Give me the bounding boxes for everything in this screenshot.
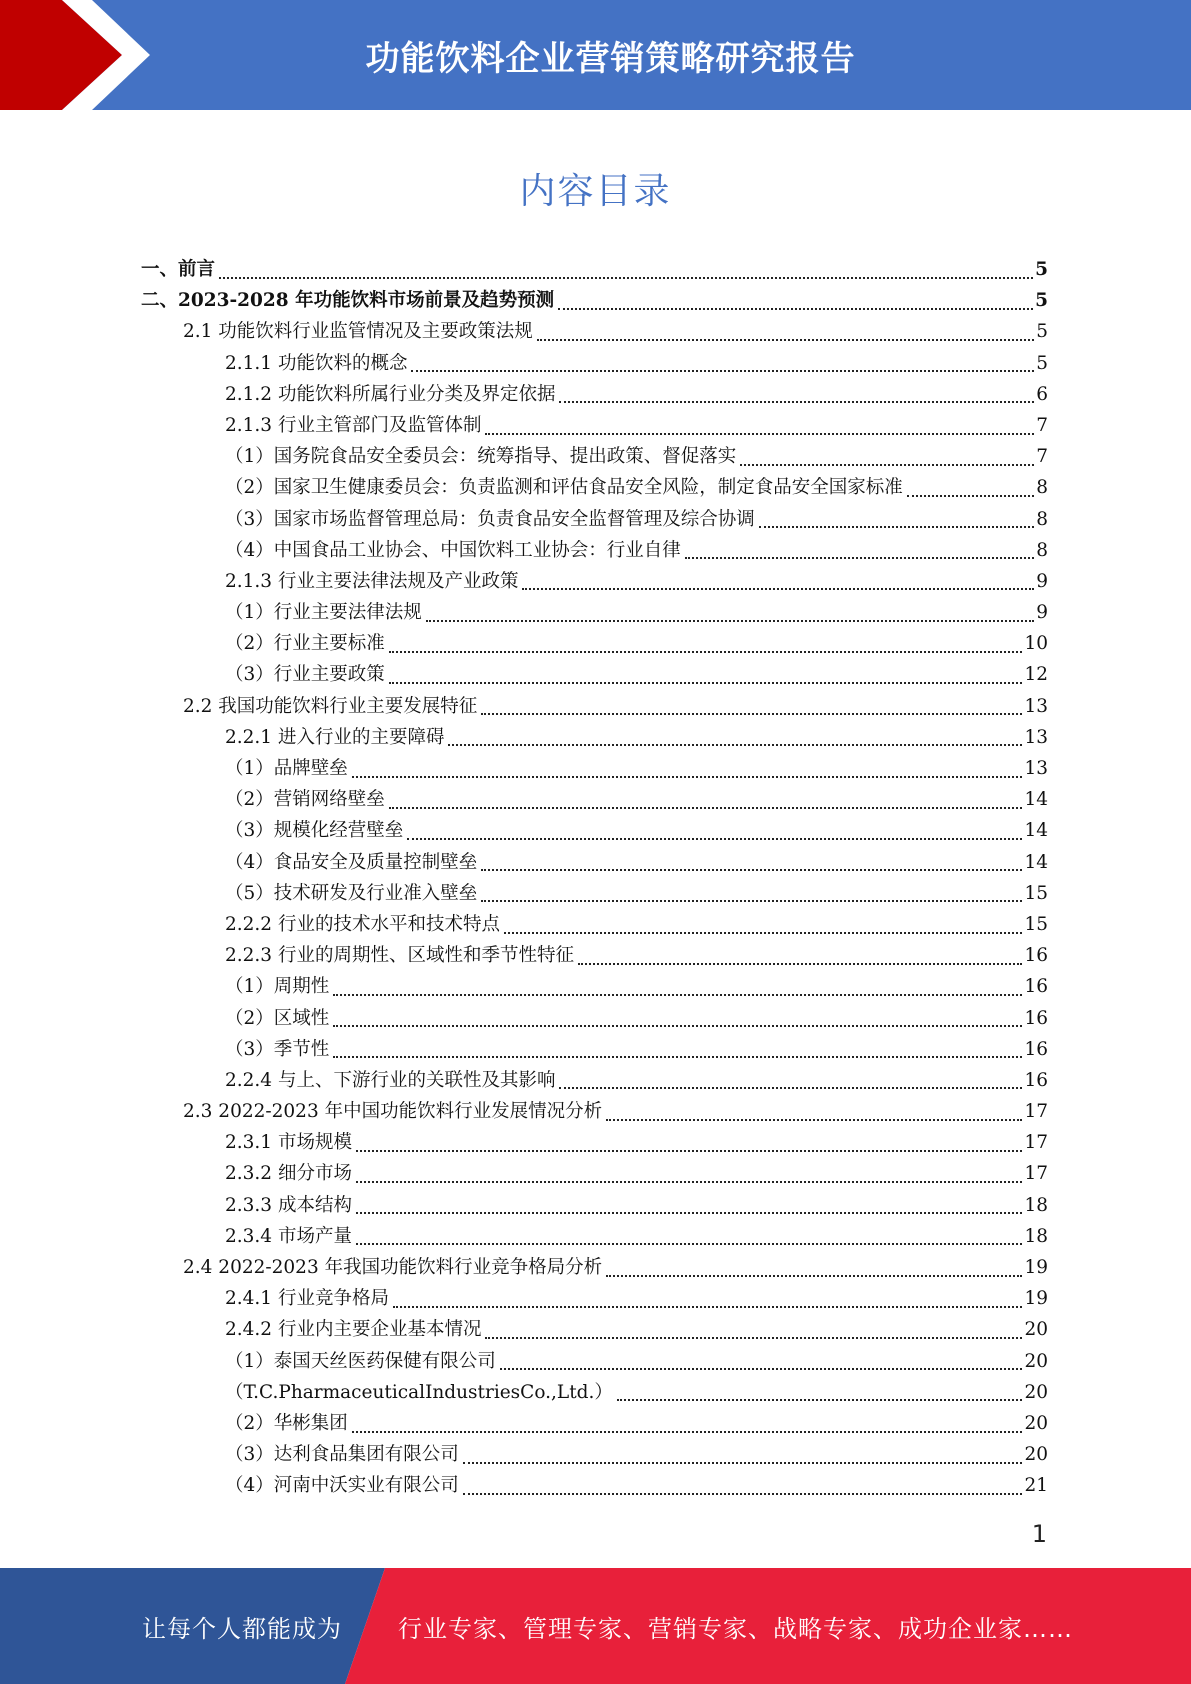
toc-entry[interactable] (141, 1096, 1048, 1127)
toc-entry[interactable] (141, 815, 1048, 846)
toc-entry-label: 2.3.2 细分市场 (225, 1163, 352, 1185)
toc-entry-page: 17 (1024, 1101, 1048, 1123)
toc-entry[interactable] (141, 659, 1048, 690)
toc-entry-label: （4）中国食品工业协会、中国饮料工业协会：行业自律 (225, 539, 681, 561)
toc-entry[interactable] (141, 971, 1048, 1002)
toc-entry-label: （1）品牌壁垒 (225, 758, 348, 779)
toc-leader-dots (352, 776, 1023, 778)
toc-leader-dots (907, 495, 1034, 497)
footer-slogan-left: 让每个人都能成为 (142, 1614, 342, 1643)
toc-entry[interactable] (141, 1314, 1048, 1345)
toc-entry-page: 20 (1024, 1381, 1048, 1403)
toc-entry-page: 17 (1024, 1132, 1048, 1154)
header-banner (0, 0, 1191, 110)
toc-entry-label: （4）河南中沃实业有限公司 (225, 1475, 459, 1497)
toc-leader-dots (333, 1025, 1022, 1027)
toc-entry-label: 2.4 2022-2023 年我国功能饮料行业竞争格局分析 (183, 1257, 603, 1278)
toc-entry-page: 16 (1024, 1038, 1048, 1060)
toc-entry[interactable] (141, 628, 1048, 659)
toc-leader-dots (617, 1399, 1023, 1401)
toc-leader-dots (485, 433, 1034, 435)
toc-entry-label: （2）华彬集团 (225, 1412, 348, 1434)
toc-entry[interactable] (141, 285, 1048, 316)
toc-leader-dots (481, 869, 1022, 871)
toc-entry-label: （3）达利食品集团有限公司 (225, 1444, 459, 1466)
toc-leader-dots (485, 1337, 1022, 1339)
toc-entry[interactable] (141, 472, 1048, 503)
toc-entry-page: 5 (1036, 352, 1048, 374)
toc-entry[interactable] (141, 1221, 1048, 1252)
toc-leader-dots (537, 339, 1034, 341)
toc-leader-dots (463, 1462, 1023, 1464)
toc-entry-page: 17 (1024, 1163, 1048, 1185)
toc-entry-label: （2）行业主要标准 (225, 633, 385, 655)
toc-leader-dots (606, 1119, 1022, 1121)
toc-entry-page: 20 (1024, 1319, 1048, 1341)
toc-entry-label: 2.1.3 行业主要法律法规及产业政策 (225, 570, 519, 592)
toc-entry[interactable] (141, 940, 1048, 971)
toc-leader-dots (500, 1368, 1023, 1370)
toc-entry-label: （5）技术研发及行业准入壁垒 (225, 882, 478, 904)
toc-entry-page: 5 (1036, 321, 1048, 343)
toc-entry[interactable] (141, 784, 1048, 815)
toc-entry-page: 7 (1036, 446, 1048, 468)
toc-entry[interactable] (141, 597, 1048, 628)
page-number: 1 (1031, 1520, 1047, 1548)
toc-entry[interactable] (141, 909, 1048, 940)
toc-entry-label: 2.4.1 行业竞争格局 (225, 1288, 389, 1310)
toc-entry[interactable] (141, 1346, 1048, 1377)
toc-entry-label: 2.3 2022-2023 年中国功能饮料行业发展情况分析 (183, 1101, 603, 1123)
toc-entry-page: 8 (1036, 539, 1048, 561)
toc-entry-label: 2.1.2 功能饮料所属行业分类及界定依据 (225, 383, 556, 405)
toc-entry-label: 2.2.2 行业的技术水平和技术特点 (225, 913, 500, 935)
toc-entry[interactable] (141, 441, 1048, 472)
toc-entry[interactable] (141, 722, 1048, 753)
footer-slogan-right: 行业专家、管理专家、营销专家、战略专家、成功企业家…… (398, 1614, 1073, 1643)
toc-entry-page: 19 (1024, 1257, 1048, 1278)
toc-entry-page: 14 (1024, 789, 1048, 811)
toc-leader-dots (389, 807, 1023, 809)
toc-leader-dots (426, 620, 1034, 622)
toc-entry[interactable] (141, 316, 1048, 347)
toc-entry-page: 16 (1024, 1007, 1048, 1029)
toc-title: 内容目录 (519, 171, 672, 212)
toc-entry-label: （1）行业主要法律法规 (225, 602, 422, 624)
toc-entry-page: 5 (1035, 259, 1048, 280)
toc-entry-page: 14 (1024, 851, 1048, 873)
toc-entry[interactable] (141, 535, 1048, 566)
toc-entry-page: 18 (1024, 1225, 1048, 1247)
toc-entry-page: 14 (1024, 820, 1048, 842)
toc-entry-page: 10 (1024, 633, 1048, 655)
toc-entry-label: 2.2.4 与上、下游行业的关联性及其影响 (225, 1069, 556, 1091)
toc-entry[interactable] (141, 1408, 1048, 1439)
toc-entry-page: 16 (1024, 1069, 1048, 1091)
toc-entry-label: 2.2 我国功能饮料行业主要发展特征 (183, 695, 478, 717)
toc-leader-dots (356, 1181, 1023, 1183)
toc-entry[interactable] (141, 1003, 1048, 1034)
toc-entry-page: 6 (1036, 383, 1048, 405)
toc-leader-dots (448, 744, 1022, 746)
toc-entry-page: 16 (1024, 945, 1048, 967)
toc-entry-page: 13 (1024, 758, 1048, 779)
toc-entry-page: 19 (1024, 1288, 1048, 1310)
toc-leader-dots (407, 838, 1022, 840)
toc-entry-label: （2）区域性 (225, 1007, 330, 1029)
toc-leader-dots (504, 932, 1022, 934)
toc-entry[interactable] (141, 566, 1048, 597)
toc-leader-dots (411, 370, 1034, 372)
report-title: 功能饮料企业营销策略研究报告 (365, 38, 856, 79)
toc-leader-dots (606, 1275, 1022, 1277)
toc-entry-label: （1）周期性 (225, 976, 330, 998)
toc-entry[interactable] (141, 1283, 1048, 1314)
toc-entry[interactable] (141, 379, 1048, 410)
toc-leader-dots (578, 963, 1022, 965)
toc-entry[interactable] (141, 691, 1048, 722)
toc-leader-dots (389, 651, 1023, 653)
toc-entry[interactable] (141, 878, 1048, 909)
toc-entry[interactable] (141, 1439, 1048, 1470)
toc-entry-page: 15 (1024, 913, 1048, 935)
toc-entry-label: 2.3.3 成本结构 (225, 1194, 352, 1216)
toc-entry-label: 2.1.3 行业主管部门及监管体制 (225, 414, 482, 436)
toc-entry-page: 18 (1024, 1194, 1048, 1216)
toc-entry-page: 8 (1036, 508, 1048, 530)
toc-leader-dots (559, 1087, 1022, 1089)
toc-leader-dots (522, 588, 1034, 590)
toc-entry[interactable] (141, 410, 1048, 441)
toc-leader-dots (356, 1150, 1023, 1152)
toc-entry[interactable] (141, 753, 1048, 784)
toc-leader-dots (333, 1056, 1022, 1058)
toc-entry-label: 二、2023-2028 年功能饮料市场前景及趋势预测 (141, 290, 555, 312)
toc-leader-dots (685, 557, 1034, 559)
toc-entry[interactable] (141, 254, 1048, 285)
toc-entry-label: 2.2.1 进入行业的主要障碍 (225, 726, 445, 748)
toc-entry-page: 21 (1024, 1475, 1048, 1497)
toc-leader-dots (481, 900, 1022, 902)
toc-entry-label: （4）食品安全及质量控制壁垒 (225, 851, 478, 873)
toc-entry-page: 20 (1024, 1350, 1048, 1372)
toc-entry-label: （3）国家市场监督管理总局：负责食品安全监督管理及综合协调 (225, 508, 755, 530)
toc-entry-label: （2）营销网络壁垒 (225, 789, 385, 811)
toc-entry-page: 13 (1024, 695, 1048, 717)
toc-leader-dots (481, 713, 1022, 715)
toc-entry[interactable] (141, 348, 1048, 379)
toc-entry-page: 9 (1036, 602, 1048, 624)
toc-entry-label: 2.3.4 市场产量 (225, 1225, 352, 1247)
toc-entry-label: （2）国家卫生健康委员会：负责监测和评估食品安全风险，制定食品安全国家标准 (225, 477, 903, 499)
toc-entry-label: 2.2.3 行业的周期性、区域性和季节性特征 (225, 945, 574, 967)
toc-entry[interactable] (141, 504, 1048, 535)
toc-entry-page: 15 (1024, 882, 1048, 904)
toc-leader-dots (759, 526, 1034, 528)
toc-entry-page: 8 (1036, 477, 1048, 499)
toc-entry[interactable] (141, 1190, 1048, 1221)
toc-leader-dots (463, 1493, 1023, 1495)
footer-banner (0, 1568, 1191, 1684)
toc-leader-dots (740, 464, 1034, 466)
toc-leader-dots (393, 1306, 1022, 1308)
toc-entry-page: 5 (1035, 290, 1048, 312)
toc-leader-dots (356, 1243, 1023, 1245)
toc-entry-label: （3）季节性 (225, 1038, 330, 1060)
toc-entry-label: 一、前言 (141, 259, 216, 280)
toc-entry[interactable] (141, 1065, 1048, 1096)
toc-leader-dots (356, 1212, 1023, 1214)
toc-list (141, 254, 1048, 1502)
toc-leader-dots (558, 308, 1033, 310)
toc-leader-dots (219, 277, 1033, 279)
toc-leader-dots (559, 401, 1034, 403)
toc-entry[interactable] (141, 847, 1048, 878)
toc-entry-page: 9 (1036, 570, 1048, 592)
toc-leader-dots (389, 682, 1023, 684)
toc-entry-label: 2.1 功能饮料行业监管情况及主要政策法规 (183, 321, 533, 343)
toc-entry[interactable] (141, 1034, 1048, 1065)
toc-entry-label: 2.1.1 功能饮料的概念 (225, 352, 408, 374)
toc-entry-label: 2.3.1 市场规模 (225, 1132, 352, 1154)
toc-entry-page: 20 (1024, 1412, 1048, 1434)
toc-leader-dots (333, 994, 1022, 996)
toc-entry[interactable] (141, 1127, 1048, 1158)
toc-entry[interactable] (141, 1377, 1048, 1408)
toc-entry[interactable] (141, 1252, 1048, 1283)
toc-entry-page: 12 (1024, 664, 1048, 686)
toc-entry-page: 7 (1036, 414, 1048, 436)
toc-entry-page: 20 (1024, 1444, 1048, 1466)
toc-entry-label: （T.C.PharmaceuticalIndustriesCo.,Ltd.） (225, 1381, 613, 1403)
toc-entry-label: （3）行业主要政策 (225, 664, 385, 686)
toc-entry-page: 16 (1024, 976, 1048, 998)
toc-entry-page: 13 (1024, 726, 1048, 748)
toc-entry-label: 2.4.2 行业内主要企业基本情况 (225, 1319, 482, 1341)
toc-entry-label: （3）规模化经营壁垒 (225, 820, 404, 842)
toc-entry[interactable] (141, 1158, 1048, 1189)
toc-leader-dots (352, 1431, 1023, 1433)
toc-entry-label: （1）泰国天丝医药保健有限公司 (225, 1350, 496, 1372)
toc-entry-label: （1）国务院食品安全委员会：统筹指导、提出政策、督促落实 (225, 446, 737, 468)
toc-entry[interactable] (141, 1470, 1048, 1501)
